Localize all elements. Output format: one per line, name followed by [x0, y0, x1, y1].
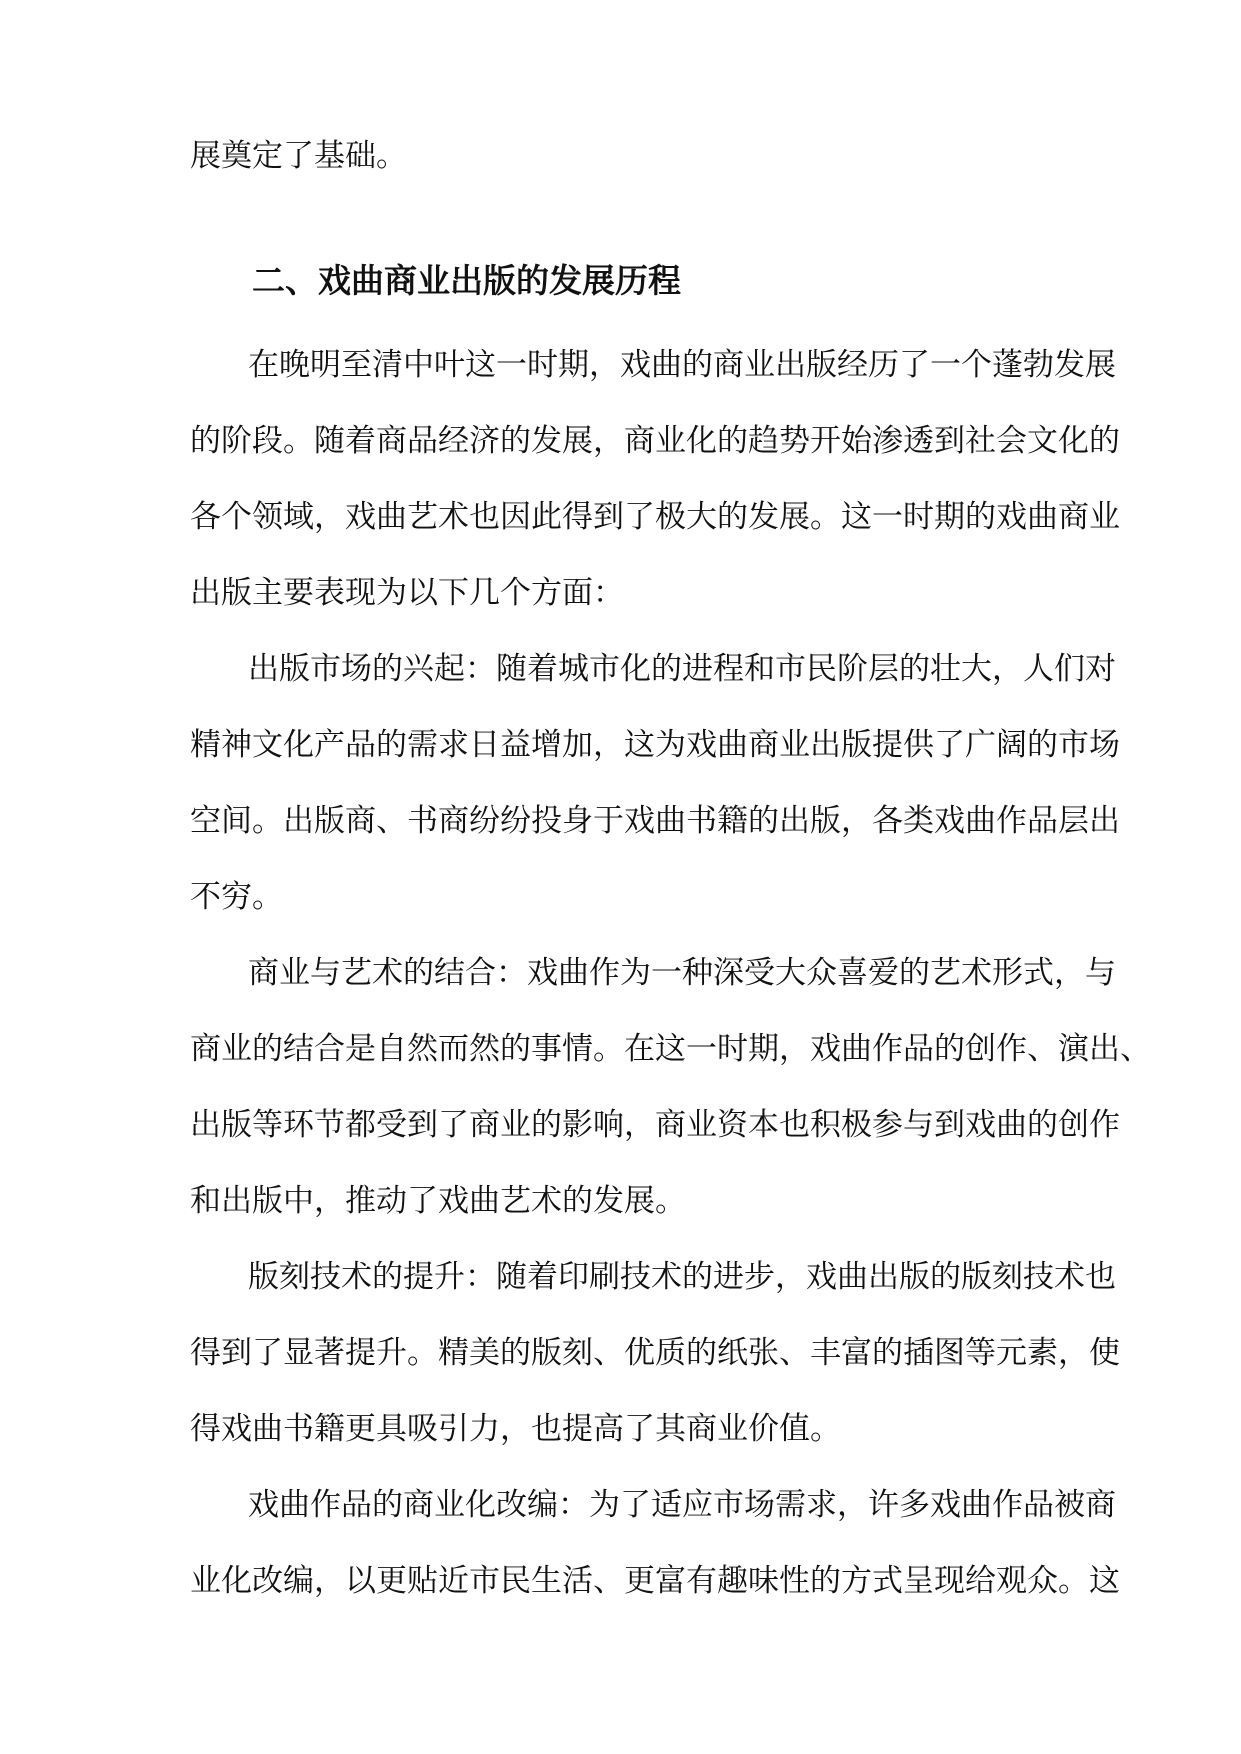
paragraph-line: 商业的结合是自然而然的事情。在这一时期，戏曲作品的创作、演出、 — [190, 1031, 1151, 1067]
paragraph-line: 得到了显著提升。精美的版刻、优质的纸张、丰富的插图等元素，使 — [190, 1335, 1120, 1371]
paragraph-line: 戏曲作品的商业化改编：为了适应市场需求，许多戏曲作品被商 — [248, 1487, 1116, 1523]
paragraph-line: 的阶段。随着商品经济的发展，商业化的趋势开始渗透到社会文化的 — [190, 423, 1120, 459]
paragraph-line: 出版市场的兴起：随着城市化的进程和市民阶层的壮大，人们对 — [248, 651, 1116, 687]
lead-line: 展奠定了基础。 — [190, 138, 407, 174]
paragraph-line: 和出版中，推动了戏曲艺术的发展。 — [190, 1183, 686, 1219]
paragraph-line: 不穷。 — [190, 879, 283, 915]
paragraph-line: 出版主要表现为以下几个方面： — [190, 575, 624, 611]
paragraph-line: 出版等环节都受到了商业的影响，商业资本也积极参与到戏曲的创作 — [190, 1107, 1120, 1143]
paragraph-line: 空间。出版商、书商纷纷投身于戏曲书籍的出版，各类戏曲作品层出 — [190, 803, 1120, 839]
paragraph-line: 在晚明至清中叶这一时期，戏曲的商业出版经历了一个蓬勃发展 — [248, 347, 1116, 383]
paragraph-line: 业化改编，以更贴近市民生活、更富有趣味性的方式呈现给观众。这 — [190, 1563, 1120, 1599]
paragraph-line: 版刻技术的提升：随着印刷技术的进步，戏曲出版的版刻技术也 — [248, 1259, 1116, 1295]
paragraph-line: 商业与艺术的结合：戏曲作为一种深受大众喜爱的艺术形式，与 — [248, 955, 1116, 991]
paragraph-line: 各个领域，戏曲艺术也因此得到了极大的发展。这一时期的戏曲商业 — [190, 499, 1120, 535]
paragraph-line: 得戏曲书籍更具吸引力，也提高了其商业价值。 — [190, 1411, 841, 1447]
section-heading: 二、戏曲商业出版的发展历程 — [252, 261, 681, 300]
paragraph-line: 精神文化产品的需求日益增加，这为戏曲商业出版提供了广阔的市场 — [190, 727, 1120, 763]
